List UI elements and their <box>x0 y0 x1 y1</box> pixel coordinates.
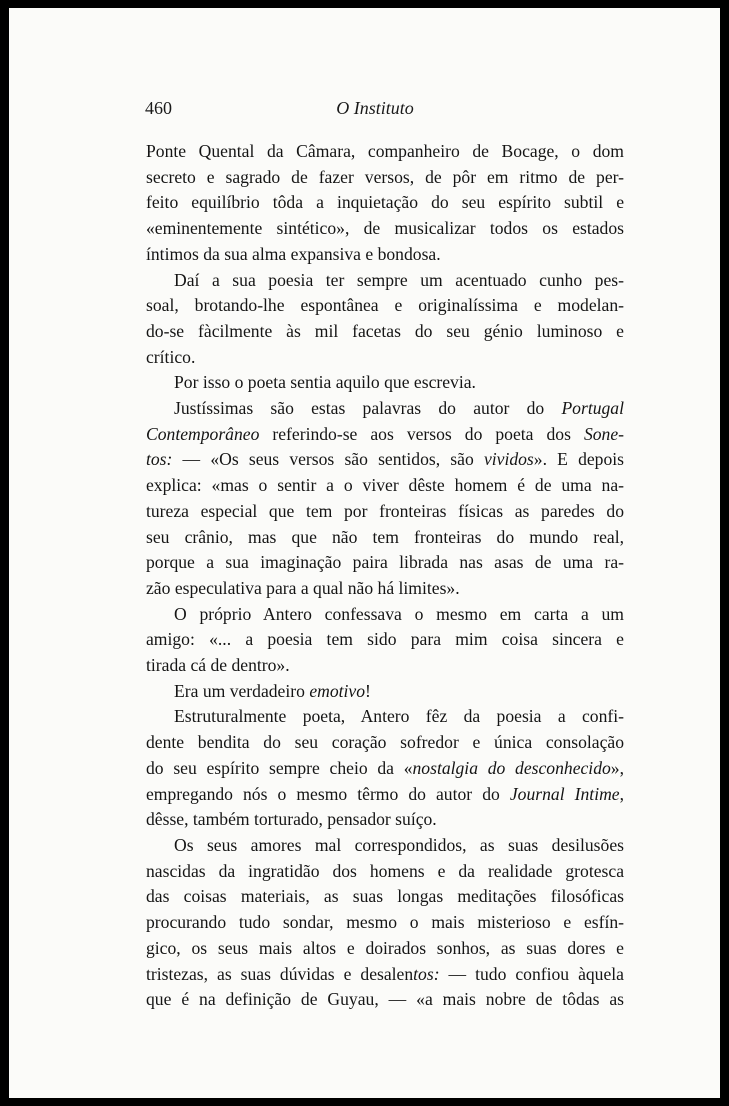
text-line: gico, os seus mais altos e doirados sonhos, as suas dores e <box>146 937 624 958</box>
text-line: das coisas materiais, as suas longas meditações filosóficas <box>146 886 624 907</box>
text-line: crítico. <box>146 346 196 367</box>
text-line: porque a sua imaginação paira librada nas asas de uma ra- <box>146 552 624 573</box>
text-line: feito equilíbrio tôda a inquietação do seu espírito subtil e <box>146 192 624 213</box>
text-line: soal, brotando-lhe espontânea e originalíssima e modelan- <box>146 295 624 316</box>
text-line: dêsse, também torturado, pensador suíço. <box>146 809 437 830</box>
body-text <box>146 139 624 1013</box>
text-line: O próprio Antero confessava o mesmo em carta a um <box>174 603 624 624</box>
paragraph <box>146 268 624 371</box>
text-line: zão especulativa para a qual não há limites». <box>146 577 460 598</box>
paragraph <box>146 139 624 268</box>
text-line: empregando nós o mesmo têrmo do autor do Journal Intime, <box>146 783 625 804</box>
text-line: secreto e sagrado de fazer versos, de pôr em ritmo de per- <box>146 166 624 187</box>
page-header <box>145 98 605 122</box>
paragraph <box>146 396 624 602</box>
text-line: «eminentemente sintético», de musicalizar todos os estados <box>146 218 624 239</box>
page-number: 460 <box>145 98 172 118</box>
text-line: procurando tudo sondar, mesmo o mais misterioso e esfín- <box>146 912 624 933</box>
text-line: explica: «mas o sentir a o viver dêste homem é de uma na- <box>146 475 624 496</box>
text-line: amigo: «... a poesia tem sido para mim coisa sincera e <box>146 629 624 650</box>
text-line: Daí a sua poesia ter sempre um acentuado cunho pes- <box>174 269 624 290</box>
text-line: que é na definição de Guyau, — «a mais nobre de tôdas as <box>146 989 624 1010</box>
text-line: nascidas da ingratidão dos homens e da realidade grotesca <box>146 860 624 881</box>
text-line: do seu espírito sempre cheio da «nostalgia do desconhecido», <box>146 757 624 778</box>
text-line: Os seus amores mal correspondidos, as suas desilusões <box>174 834 624 855</box>
text-line: tirada cá de dentro». <box>146 655 290 676</box>
text-line: Era um verdadeiro emotivo! <box>174 680 371 701</box>
paragraph <box>146 602 624 679</box>
paragraph <box>146 704 624 833</box>
running-title: O Instituto <box>336 98 414 118</box>
text-line: Por isso o poeta sentia aquilo que escrevia. <box>174 372 476 393</box>
text-line: tos: — «Os seus versos são sentidos, são vividos». E depois <box>146 449 624 470</box>
paragraph <box>146 370 624 396</box>
text-line: tristezas, as suas dúvidas e desalentos: — tudo confiou àquela <box>146 963 624 984</box>
text-line: Contemporâneo referindo-se aos versos do poeta dos Sone- <box>146 423 624 444</box>
paragraph <box>146 833 624 1013</box>
text-line: Estruturalmente poeta, Antero fêz da poesia a confi- <box>174 706 624 727</box>
text-line: tureza especial que tem por fronteiras físicas as paredes do <box>146 500 624 521</box>
text-line: dente bendita do seu coração sofredor e única consolação <box>146 732 624 753</box>
text-line: Justíssimas são estas palavras do autor do Portugal <box>174 398 624 419</box>
text-line: Ponte Quental da Câmara, companheiro de Bocage, o dom <box>146 141 624 161</box>
text-line: seu crânio, mas que não tem fronteiras do mundo real, <box>146 526 624 547</box>
text-line: do-se fàcilmente às mil facetas do seu génio luminoso e <box>146 320 624 341</box>
book-page <box>9 8 720 1098</box>
paragraph <box>146 679 624 705</box>
text-line: íntimos da sua alma expansiva e bondosa. <box>146 243 441 264</box>
